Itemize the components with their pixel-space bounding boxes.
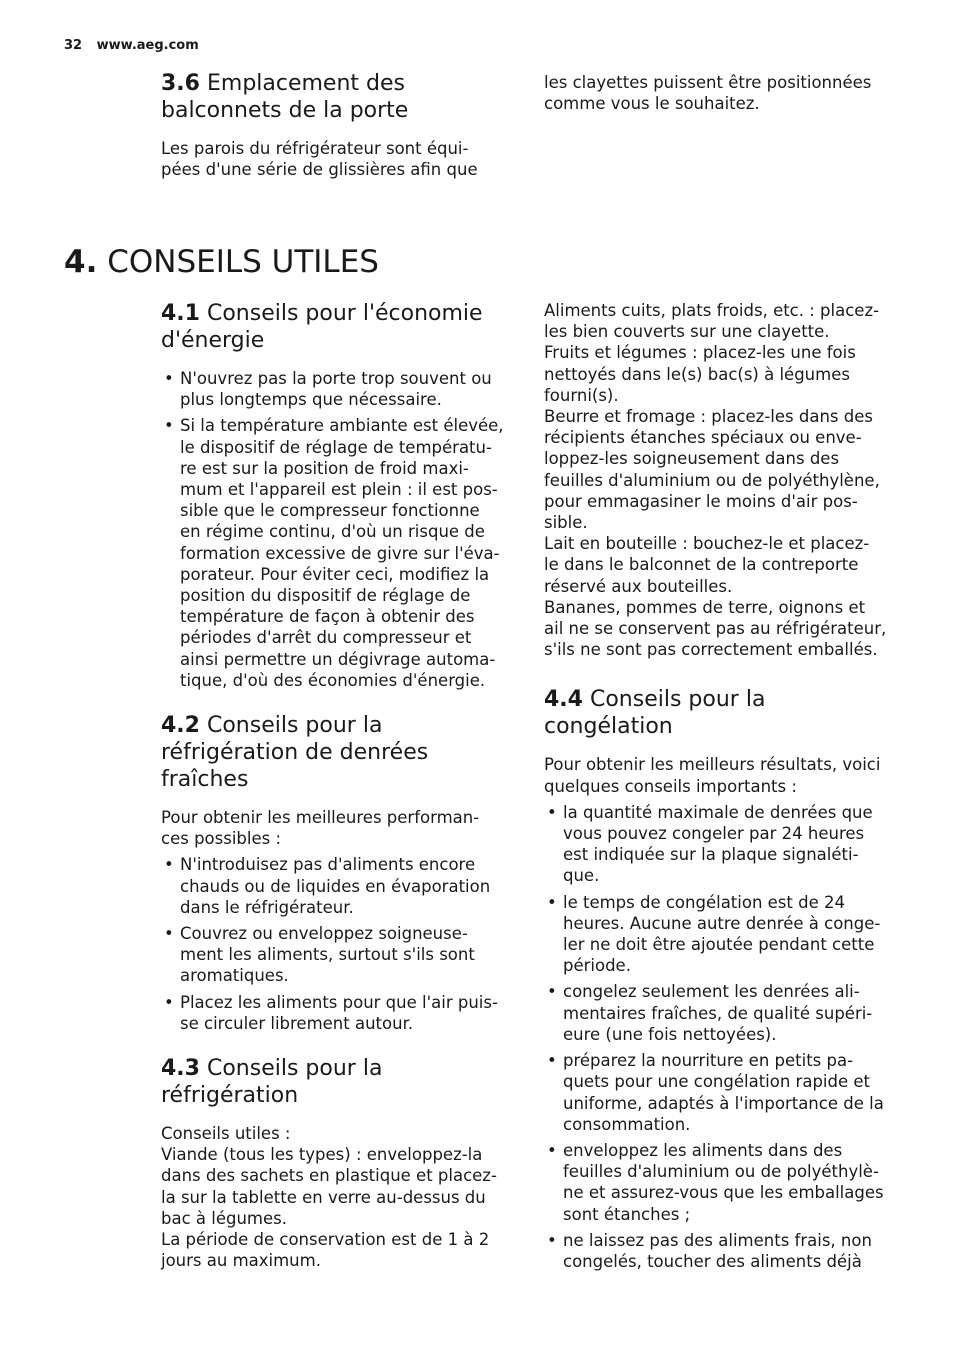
section-number: 4.1 <box>161 301 200 326</box>
section-heading <box>161 712 513 793</box>
list-item: • N'ouvrez pas la porte trop souvent ou plus longtemps que nécessaire. <box>161 368 513 410</box>
section-number: 4.4 <box>544 687 583 713</box>
section-title: Conseils pour la congélation <box>544 687 766 740</box>
list-item: • congelez seulement les denrées ali- mentaires fraîches, de qualité supéri- eure (une fois nettoyées). <box>544 981 896 1045</box>
section-text: Conseils utiles : Viande (tous les types) : enveloppez-la dans des sachets en plastique et placez- la sur la tablette en verre au-dessus du bac à légumes. La période de conservation est de 1 à 2 jours au maximum. <box>161 1124 497 1271</box>
section-intro: Pour obtenir les meilleures performan- ces possibles : <box>161 808 480 849</box>
page-header <box>64 38 199 53</box>
list-item: • N'introduisez pas d'aliments encore chauds ou de liquides en évaporation dans le réfrigérateur. <box>161 854 513 918</box>
section-4-3 <box>161 1055 513 1271</box>
section-title: Conseils pour l'économie d'énergie <box>161 301 483 353</box>
section-title: Conseils pour la réfrigération <box>161 1056 383 1109</box>
section-number: 4.2 <box>161 713 200 739</box>
bullet-list <box>161 854 513 1034</box>
section-intro: Pour obtenir les meilleurs résultats, voici quelques conseils importants : <box>544 755 881 796</box>
list-item: • Couvrez ou enveloppez soigneuse- ment les aliments, surtout s'ils sont aromatiques. <box>161 923 513 987</box>
list-item: • Placez les aliments pour que l'air puis- se circuler librement autour. <box>161 992 513 1034</box>
list-item: • le temps de congélation est de 24 heures. Aucune autre denrée à conge- ler ne doit être ajoutée pendant cette période. <box>544 892 896 977</box>
section-4-4 <box>544 686 896 1272</box>
list-item: • préparez la nourriture en petits pa- quets pour une congélation rapide et uniforme, adaptés à l'importance de la consommation. <box>544 1050 896 1135</box>
bullet-list <box>161 368 513 691</box>
section-heading <box>544 686 896 740</box>
list-item: • Si la température ambiante est élevée, le dispositif de réglage de températu- re est sur la position de froid maxi- mum et l'appareil est plein : il est pos- sible que le compresseur fonctionne en régime continu, d'où un risque de formation excessive de givre sur l'éva- porateur. Pour éviter ceci, modifiez la position du dispositif de réglage de température de façon à obtenir des périodes d'arrêt du compresseur et ainsi permettre un dégivrage automa- tique, d'où des économies d'énergie. <box>161 415 513 691</box>
section-text: Les parois du réfrigérateur sont équi- pées d'une série de glissières afin que <box>161 139 478 180</box>
section-title: Conseils pour la réfrigération de denrées fraîches <box>161 713 429 793</box>
bullet-list <box>544 802 896 1272</box>
section-heading <box>161 70 513 124</box>
list-item: • ne laissez pas des aliments frais, non congelés, toucher des aliments déjà <box>544 1230 896 1272</box>
right-column <box>544 300 896 1277</box>
section-3-6-continued <box>544 72 896 114</box>
left-column <box>161 300 513 1272</box>
section-heading <box>161 1055 513 1109</box>
chapter-number: 4. <box>64 244 98 280</box>
section-text-continued: Aliments cuits, plats froids, etc. : placez- les bien couverts sur une clayette. Fruits et légumes : placez-les une fois nettoyés dans le(s) bac(s) à légumes fourni(s). Beurre et fromage : placez-les dans des récipients étanches spéciaux ou enve- loppez-les soigneusement dans des feuilles d'aluminium ou de polyéthylène, pour emmagasiner le moins d'air pos- sible. Lait en bouteille : bouchez-le et placez- le dans le balconnet de la contreporte réservé aux bouteilles. Bananes, pommes de terre, oignons et ail ne se conservent pas au réfrigérateur, s'ils ne sont pas correctement emballés. <box>544 301 887 660</box>
section-title: Emplacement des balconnets de la porte <box>161 71 409 123</box>
chapter-heading <box>64 242 379 282</box>
section-number: 3.6 <box>161 71 200 96</box>
list-item: • la quantité maximale de denrées que vous pouvez congeler par 24 heures est indiquée sur la plaque signaléti- que. <box>544 802 896 887</box>
section-text-continued: les clayettes puissent être positionnées comme vous le souhaitez. <box>544 73 872 114</box>
list-item: • enveloppez les aliments dans des feuilles d'aluminium ou de polyéthylè- ne et assurez-vous que les emballages sont étanches ; <box>544 1140 896 1225</box>
section-number: 4.3 <box>161 1056 200 1082</box>
section-3-6 <box>161 70 513 180</box>
section-4-1 <box>161 300 513 691</box>
section-heading <box>161 300 513 354</box>
section-4-2 <box>161 712 513 1034</box>
page-number: 32 <box>64 38 83 53</box>
chapter-title: CONSEILS UTILES <box>107 244 379 280</box>
website-link[interactable]: www.aeg.com <box>96 38 199 53</box>
